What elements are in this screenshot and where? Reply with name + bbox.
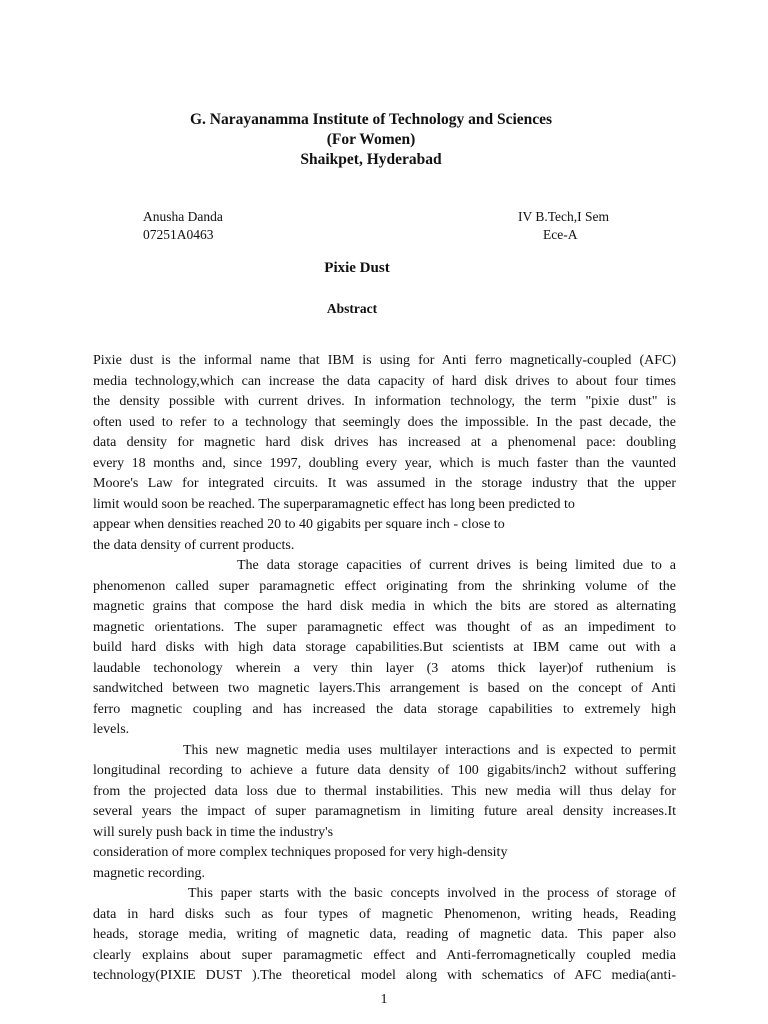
abstract-line: This new magnetic media uses multilayer interactions and is expected to permit [183,742,676,758]
abstract-line: levels. [93,722,130,737]
abstract-line: appear when densities reached 20 to 40 gigabits per square inch - close to [93,517,505,532]
abstract-line: This paper starts with the basic concepts involved in the process of storage of [188,886,676,901]
abstract-line: magnetic grains that compose the hard disk media in which the bits are stored as alternating [93,599,676,614]
abstract-line: ferro magnetic coupling and has increased the data storage capabilities to extremely high [93,701,676,717]
abstract-line: phenomenon called super paramagnetic effect originating from the shrinking volume of the [93,578,676,594]
abstract-line: The data storage capacities of current drives is being limited due to a [237,558,676,573]
author-name: Anusha Danda [143,209,223,224]
abstract-line: build hard disks with high data storage capabilities.But scientists at IBM came out with a [93,640,676,655]
author-roll-number: 07251A0463 [143,227,214,242]
paper-title: Pixie Dust [324,260,390,276]
abstract-line: will surely push back in time the industry's [93,824,334,840]
author-block-right [518,208,648,244]
abstract-line: the density possible with current drives. In information technology, the term "pixie dust" is [93,394,676,409]
page-number: 1 [380,992,388,1007]
institute-location: Shaikpet, Hyderabad [300,151,442,168]
abstract-line: Moore's Law for integrated circuits. It was assumed in the storage industry that the upper [93,476,676,491]
abstract-line: laudable techonology wherein a very thin layer (3 atoms thick layer)of ruthenium is [93,660,676,676]
abstract-line: every 18 months and, since 1997, doubling every year, which is much faster than the vaunted [93,455,676,471]
abstract-line: media technology,which can increase the data capacity of hard disk drives to about four times [93,373,676,389]
abstract-heading: Abstract [326,301,378,316]
abstract-line: longitudinal recording to achieve a future data density of 100 gigabits/inch2 without suffering [93,763,676,778]
abstract-line: technology(PIXIE DUST ).The theoretical model along with schematics of AFC media(anti- [93,968,676,983]
author-branch: Ece-A [543,227,578,242]
abstract-body [93,351,676,987]
institute-subtitle: (For Women) [326,131,416,148]
abstract-line: heads, storage media, writing of magnetic data, reading of magnetic data. This paper also [93,927,676,942]
author-year: IV B.Tech,I Sem [518,209,610,224]
institute-name: G. Narayanamma Institute of Technology and Sciences [189,111,553,128]
abstract-line: from the projected data loss due to thermal instabilities. This new media will thus delay for [93,783,676,799]
abstract-line: data in hard disks such as four types of magnetic Phenomenon, writing heads, Reading [93,906,676,922]
abstract-line: several years the impact of super paramagnetism in limiting future areal density increases.It [93,804,676,819]
abstract-line: limit would soon be reached. The superparamagnetic effect has long been predicted to [93,496,575,512]
abstract-line: sandwitched between two magnetic layers.This arrangement is based on the concept of Anti [93,681,676,696]
abstract-line: Pixie dust is the informal name that IBM is using for Anti ferro magnetically-coupled (AFC) [93,353,676,368]
abstract-line: magnetic orientations. The super paramagnetic effect was thought of as an impediment to [93,619,676,635]
document-header [0,110,742,170]
abstract-line: consideration of more complex techniques proposed for very high-density [93,845,508,860]
abstract-line: often used to refer to a technology that seemingly does the impossible. In the past decade, the [93,414,676,430]
abstract-line: the data density of current products. [93,537,295,553]
abstract-line: clearly explains about super paramagmetic effect and Anti-ferromagnetically coupled media [93,947,676,963]
abstract-line: data density for magnetic hard disk drives has increased at a phenomenal pace: doubling [93,435,676,450]
author-block-left [143,208,223,244]
abstract-line: magnetic recording. [93,865,205,881]
